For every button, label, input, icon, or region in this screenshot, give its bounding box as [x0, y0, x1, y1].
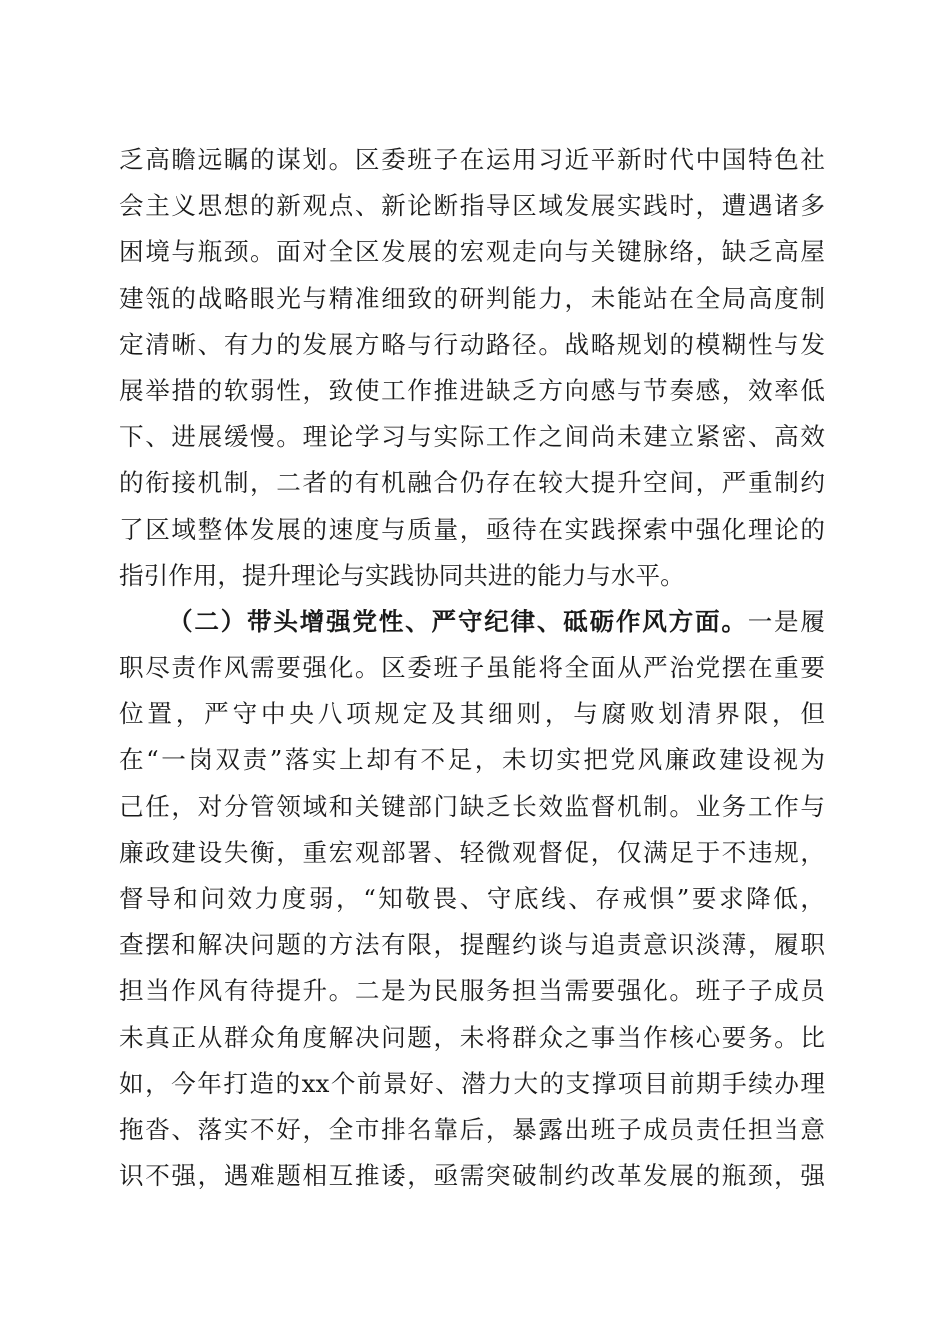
paragraph-line: 乏高瞻远瞩的谋划。区委班子在运用习近平新时代中国特色社	[119, 145, 825, 174]
paragraph-line: 建瓴的战略眼光与精准细致的研判能力，未能站在全局高度制	[119, 283, 825, 313]
paragraph-line: 识不强，遇难题相互推诿，亟需突破制约改革发展的瓶颈，强	[119, 1161, 825, 1191]
paragraph-line: 拖沓、落实不好，全市排名靠后，暴露出班子成员责任担当意	[119, 1114, 825, 1144]
paragraph-line: 展举措的软弱性，致使工作推进缺乏方向感与节奏感，效率低	[119, 375, 825, 405]
paragraph-line: 查摆和解决问题的方法有限，提醒约谈与追责意识淡薄，履职	[119, 930, 825, 960]
paragraph-line: 在“一岗双责”落实上却有不足，未切实把党风廉政建设视为	[119, 745, 825, 775]
paragraph-line: 会主义思想的新观点、新论断指导区域发展实践时，遭遇诸多	[119, 191, 825, 221]
paragraph-line: 的衔接机制，二者的有机融合仍存在较大提升空间，严重制约	[119, 468, 825, 498]
paragraph-line: 定清晰、有力的发展方略与行动路径。战略规划的模糊性与发	[119, 329, 825, 359]
body-text	[119, 137, 825, 1199]
paragraph-line: 职尽责作风需要强化。区委班子虽能将全面从严治党摆在重要	[119, 653, 825, 683]
paragraph-line: 廉政建设失衡，重宏观部署、轻微观督促，仅满足于不违规，	[119, 837, 825, 867]
paragraph-line: 困境与瓶颈。面对全区发展的宏观走向与关键脉络，缺乏高屋	[119, 237, 825, 267]
paragraph-line: 了区域整体发展的速度与质量，亟待在实践探索中强化理论的	[119, 514, 825, 544]
paragraph-line: 下、进展缓慢。理论学习与实际工作之间尚未建立紧密、高效	[119, 422, 825, 452]
paragraph-line: 己任，对分管领域和关键部门缺乏长效监督机制。业务工作与	[119, 791, 825, 821]
section-heading-line	[119, 599, 825, 645]
paragraph-line: 督导和问效力度弱，“知敬畏、守底线、存戒惧”要求降低，	[119, 884, 825, 913]
paragraph-line: 如，今年打造的xx个前景好、潜力大的支撑项目前期手续办理	[119, 1068, 825, 1098]
paragraph-line: 未真正从群众角度解决问题，未将群众之事当作核心要务。比	[119, 1022, 825, 1052]
paragraph-line: 担当作风有待提升。二是为民服务担当需要强化。班子子成员	[119, 976, 825, 1006]
paragraph-line: 位置，严守中央八项规定及其细则，与腐败划清界限，但	[119, 699, 825, 729]
paragraph-text: 一是履	[747, 606, 825, 636]
paragraph-line: 指引作用，提升理论与实践协同共进的能力与水平。	[119, 560, 685, 590]
section-heading: （二）带头增强党性、严守纪律、砥砺作风方面。	[168, 606, 748, 636]
